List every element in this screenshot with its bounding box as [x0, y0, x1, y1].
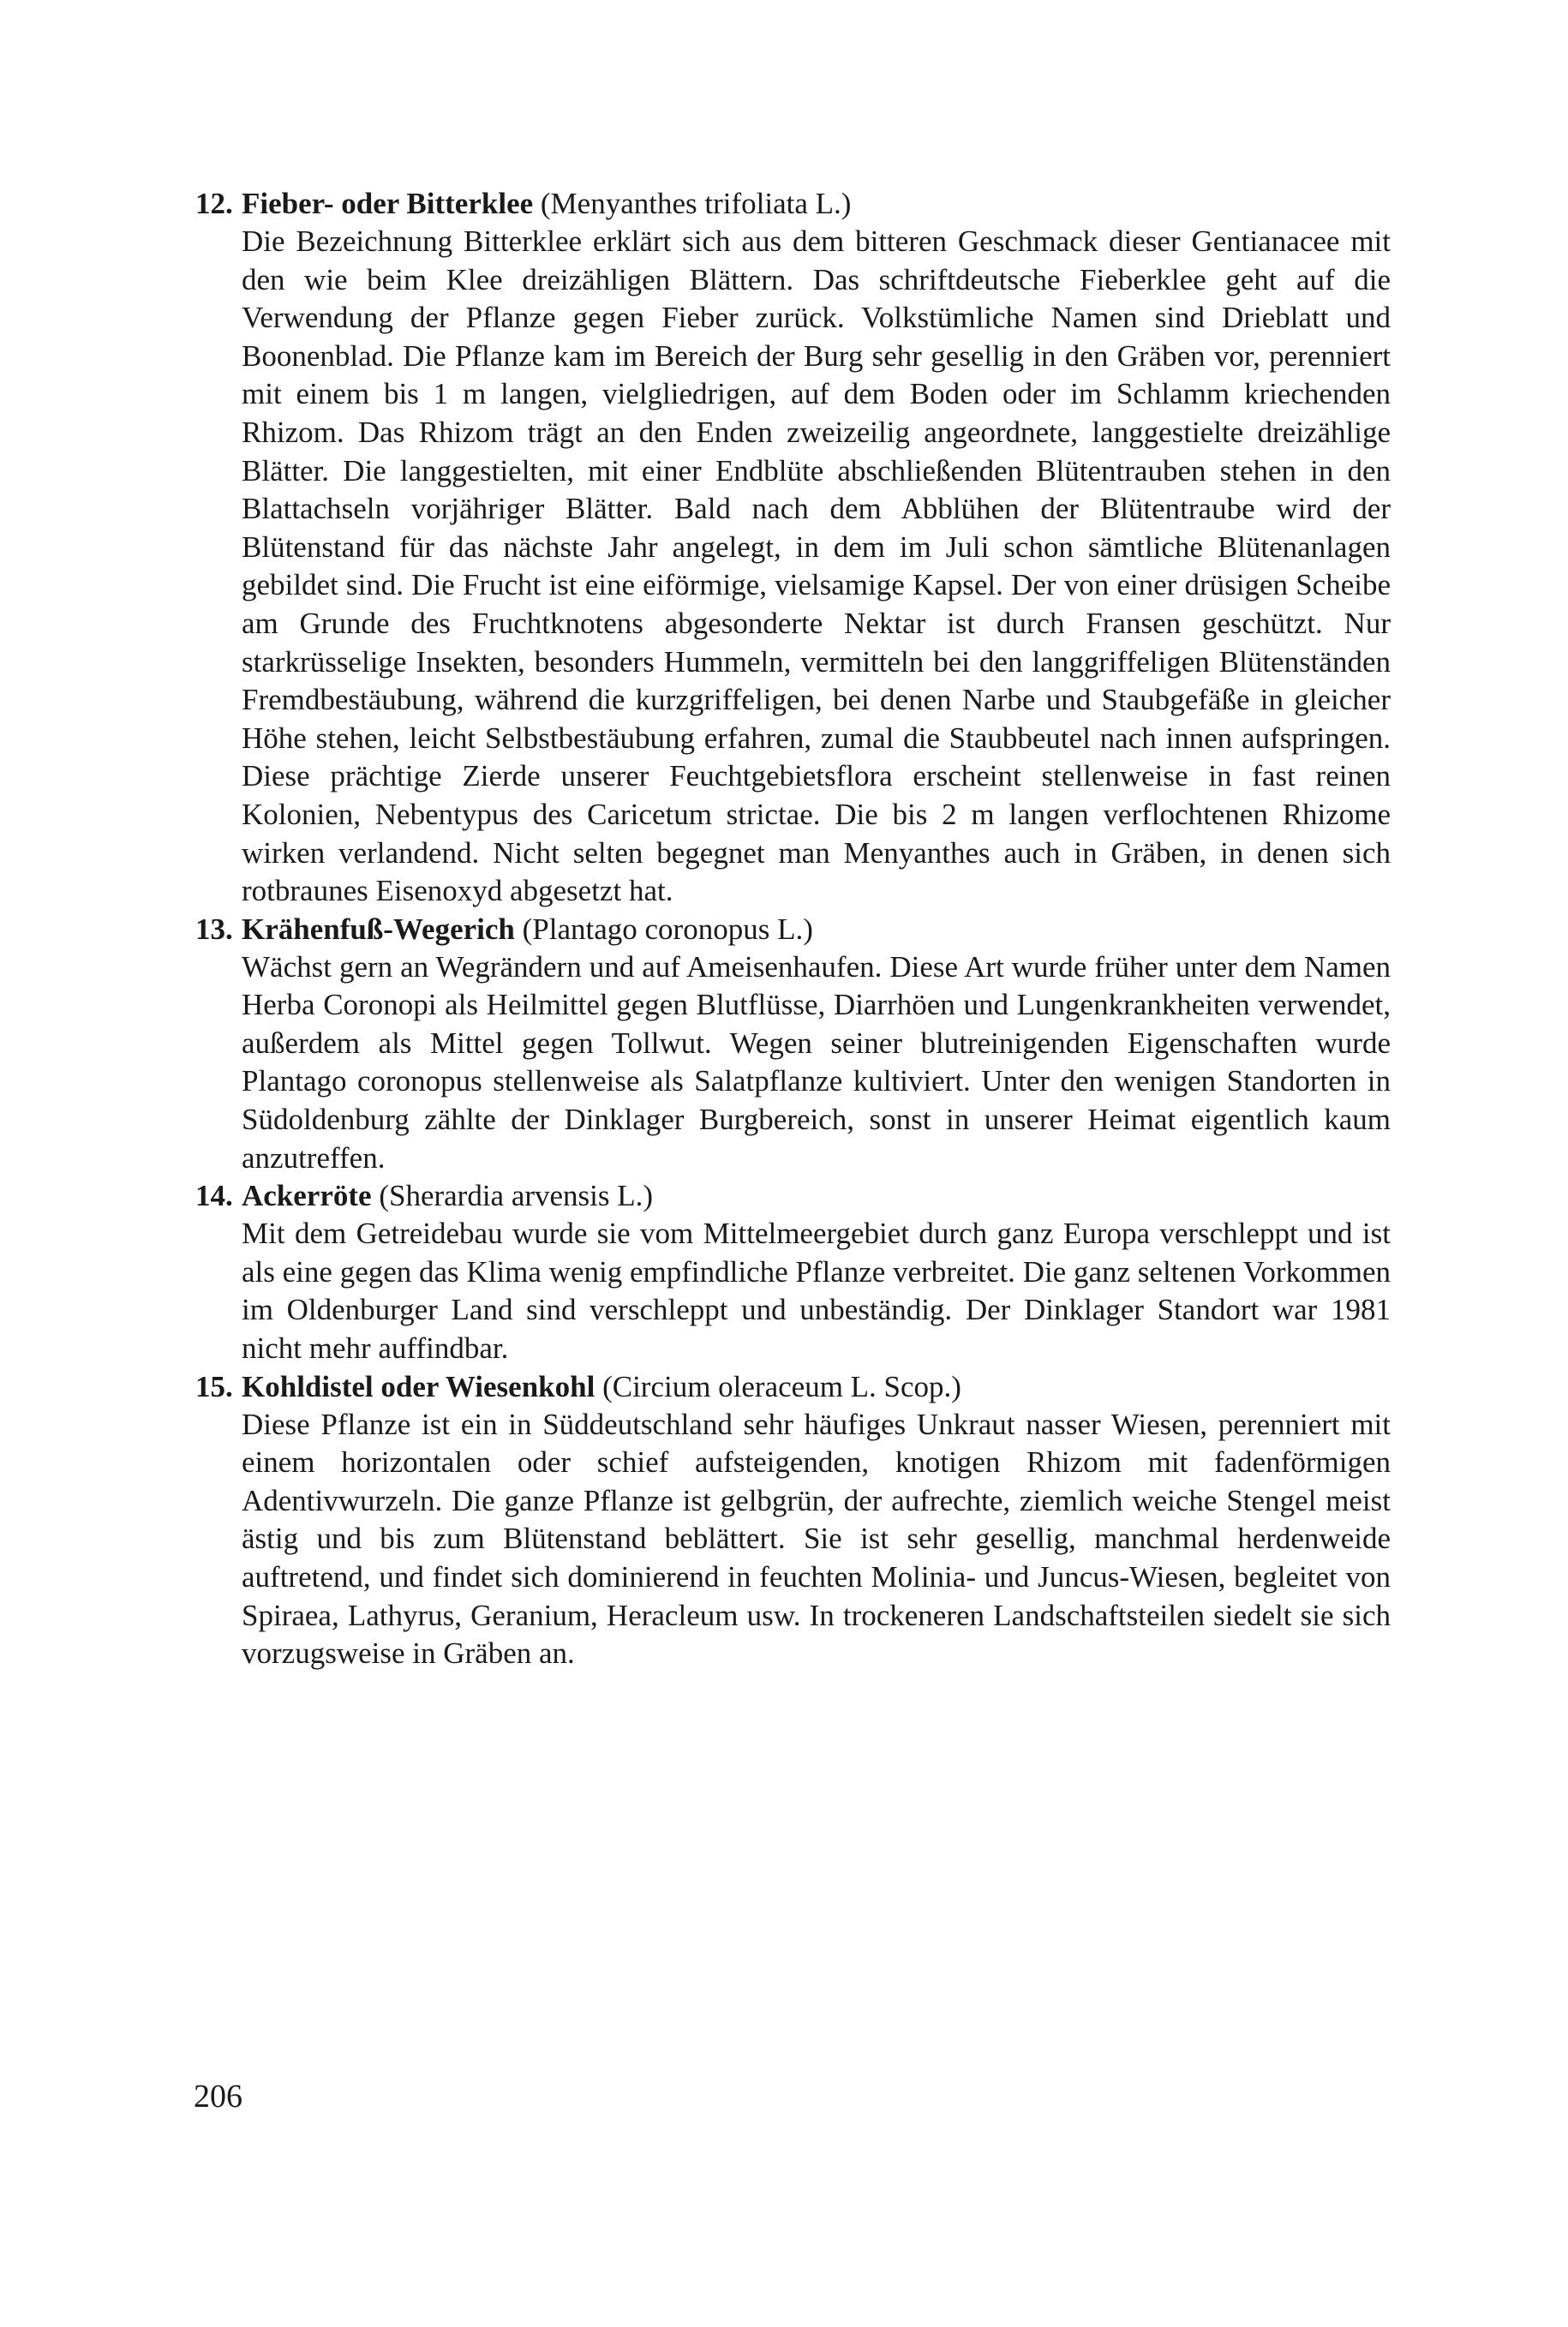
entry-name: Kohldistel oder Wiesenkohl	[242, 1369, 595, 1403]
entry-text: Mit dem Getreidebau wurde sie vom Mittelmeergebiet durch ganz Europa verschleppt und ist als eine gegen das Klima wenig empfindliche Pflanze verbreitet. Die ganz seltenen Vorkommen im Oldenburger Land sind verschleppt und unbeständig. Der Dinklager Standort war 1981 nicht mehr auffindbar.	[242, 1217, 1391, 1366]
entry-text: Die Bezeichnung Bitterklee erklärt sich aus dem bitteren Geschmack dieser Gentianacee mit den wie beim Klee dreizähligen Blättern. Das schriftdeutsche Fieberklee geht auf die Verwendung der Pflanze gegen Fieber zurück. Volkstümliche Namen sind Drieblatt und Boonenblad. Die Pflanze kam im Bereich der Burg sehr gesellig in den Gräben vor, perenniert mit einem bis 1 m langen, vielgliedrigen, auf dem Boden oder im Schlamm kriechenden Rhizom. Das Rhizom trägt an den Enden zweizeilig angeordnete, langgestielte dreizählige Blätter. Die langgestielten, mit einer Endblüte abschließenden Blütentrauben stehen in den Blattachseln vorjähriger Blätter. Bald nach dem Abblühen der Blütentraube wird der Blütenstand für das nächste Jahr angelegt, in dem im Juli schon sämtliche Blütenanlagen gebildet sind. Die Frucht ist eine eiförmige, vielsamige Kapsel. Der von einer drüsigen Scheibe am Grunde des Fruchtknotens abgesonderte Nektar ist durch Fransen geschützt. Nur starkrüsselige Insekten, besonders Hummeln, vermitteln bei den langgriffeligen Blütenständen Fremdbestäubung, während die kurzgriffeligen, bei denen Narbe und Staubgefäße in gleicher Höhe stehen, leicht Selbstbestäubung erfahren, zumal die Staubbeutel nach innen aufspringen. Diese prächtige Zierde unserer Feuchtgebietsflora erscheint stellenweise in fast reinen Kolonien, Nebentypus des Caricetum strictae. Die bis 2 m langen verflochtenen Rhizome wirken verlandend. Nicht selten begegnet man Menyanthes auch in Gräben, in denen sich rotbraunes Eisenoxyd abgesetzt hat.	[242, 224, 1391, 908]
entry-heading	[195, 1177, 1391, 1215]
entry-name: Fieber- oder Bitterklee	[242, 187, 534, 220]
entry-heading	[195, 185, 1391, 223]
entry-latin-name: (Plantago coronopus L.)	[522, 912, 813, 946]
entry-heading	[195, 1368, 1391, 1406]
entry-number: 12.	[195, 187, 233, 220]
page-number: 206	[194, 2079, 242, 2115]
entry-14	[195, 1177, 1391, 1367]
entry-latin-name: (Menyanthes trifoliata L.)	[540, 187, 852, 220]
entry-12	[195, 185, 1391, 911]
entry-13	[195, 911, 1391, 1178]
entry-15	[195, 1368, 1391, 1673]
page-content	[195, 185, 1391, 1673]
entry-number: 13.	[195, 912, 233, 946]
entry-latin-name: (Sherardia arvensis L.)	[379, 1179, 654, 1213]
entry-heading	[195, 911, 1391, 948]
entry-name: Ackerröte	[242, 1179, 372, 1213]
entry-number: 14.	[195, 1179, 233, 1213]
entry-text: Diese Pflanze ist ein in Süddeutschland sehr häufiges Unkraut nasser Wiesen, perenniert mit einem horizontalen oder schief aufsteigenden, knotigen Rhizom mit fadenförmigen Adentivwurzeln. Die ganze Pflanze ist gelbgrün, der aufrechte, ziemlich weiche Stengel meist ästig und bis zum Blütenstand beblättert. Sie ist sehr gesellig, manchmal herdenweide auftretend, und findet sich dominierend in feuchten Molinia- und Juncus-Wiesen, begleitet von Spiraea, Lathyrus, Geranium, Heracleum usw. In trockeneren Landschaftsteilen siedelt sie sich vorzugsweise in Gräben an.	[242, 1407, 1391, 1671]
entry-text: Wächst gern an Wegrändern und auf Ameisenhaufen. Diese Art wurde früher unter dem Namen Herba Coronopi als Heilmittel gegen Blutflüsse, Diarrhöen und Lungenkrankheiten verwendet, außerdem als Mittel gegen Tollwut. Wegen seiner blutreinigenden Eigenschaften wurde Plantago coronopus stellenweise als Salatpflanze kultiviert. Unter den wenigen Standorten in Südoldenburg zählte der Dinklager Burgbereich, sonst in unserer Heimat eigentlich kaum anzutreffen.	[242, 949, 1391, 1175]
entry-latin-name: (Circium oleraceum L. Scop.)	[602, 1369, 961, 1403]
entry-number: 15.	[195, 1369, 233, 1403]
entry-name: Krähenfuß-Wegerich	[242, 912, 515, 946]
